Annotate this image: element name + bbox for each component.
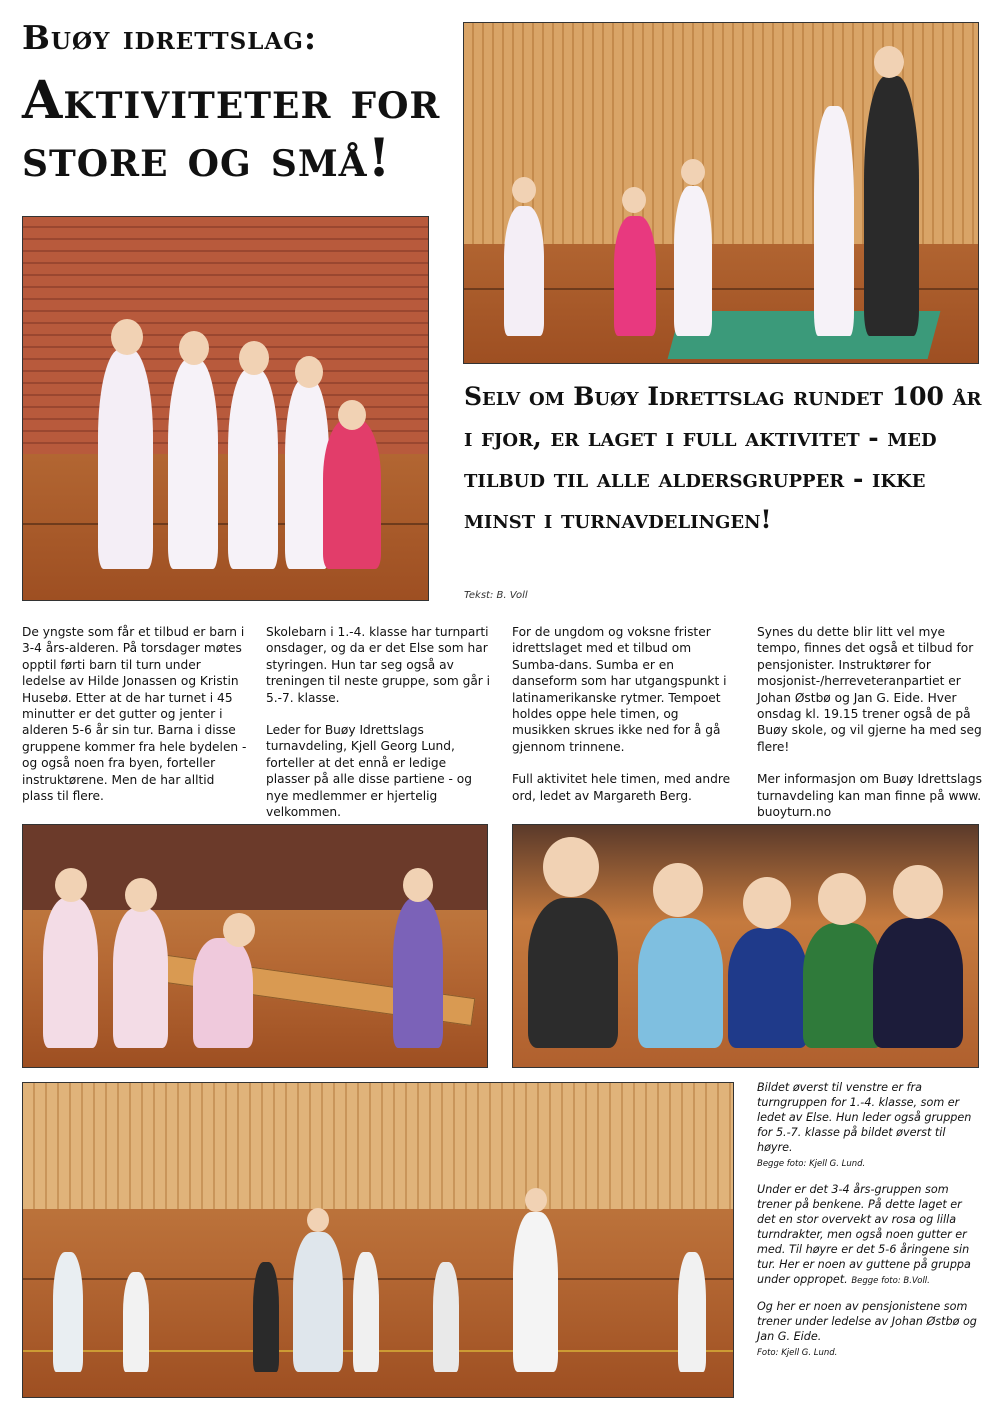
paragraph: Mer informasjon om Buøy Idrettslags turnavdeling kan man finne på www. buoyturn.no <box>757 772 982 820</box>
caption-2 <box>757 1182 982 1289</box>
photo-credit: Begge foto: B.Voll. <box>851 1276 930 1286</box>
paragraph: De yngste som får et tilbud er barn i 3-4 års-alderen. På torsdager møtes opptil førti barn til turn under ledelse av Hilde Jonassen og Kristin Husebø. Etter at de har turnet i 45 minutter er det gutter og jenter i alderen 5-6 år sin tur. Barna i disse gruppene kommer fra hele bydelen - og også noen fra byen, forteller instruktørene. Men de har alltid plass til flere. <box>22 625 247 804</box>
text-column-2 <box>266 624 491 836</box>
lead-paragraph: Selv om Buøy Idrettslag rundet 100 år i fjor, er laget i full aktivitet - med tilbud til alle aldersgrupper - ikke minst i turnavdelingen! <box>464 382 982 534</box>
photo-boys-sitting <box>512 824 979 1068</box>
caption-text: Under er det 3-4 års-gruppen som trener på benkene. På dette laget er det en stor overvekt av rosa og lilla turndrakter, men også noen gutter er med. Til høyre er det 5-6 åringene sin tur. Her er noen av guttene på gruppa under oppropet. <box>757 1183 971 1286</box>
photo-captions <box>757 1080 982 1371</box>
photo-credit: Begge foto: Kjell G. Lund. <box>757 1159 866 1169</box>
byline: Tekst: B. Voll <box>464 590 528 601</box>
photo-credit: Foto: Kjell G. Lund. <box>757 1348 838 1358</box>
text-column-4 <box>757 624 982 836</box>
article-kicker: Buøy idrettslag: <box>22 18 318 57</box>
paragraph: For de ungdom og voksne frister idrettslaget med et tilbud om Sumba-dans. Sumba er en danseform som har utgangspunkt i latinamerikanske rytmer. Tempoet holdes oppe hele timen, og musikken skrues ikke ned for å gå gjennom trinnene. <box>512 625 727 754</box>
text-column-3 <box>512 624 737 820</box>
photo-girls-arms-raised <box>22 216 429 601</box>
caption-1 <box>757 1080 982 1172</box>
paragraph: Skolebarn i 1.-4. klasse har turnparti onsdager, og da er det Else som har styringen. Hun tar seg også av treningen til neste gruppe, som går i 5.-7. klasse. <box>266 625 491 705</box>
photo-handstand-group <box>463 22 979 364</box>
paragraph: Leder for Buøy Idrettslags turnavdeling, Kjell Georg Lund, forteller at det ennå er ledige plasser på alle disse partiene - og nye medlemmer er hjertelig velkommen. <box>266 723 472 820</box>
caption-3 <box>757 1299 982 1361</box>
caption-text: Bildet øverst til venstre er fra turngruppen for 1.-4. klasse, som er ledet av Else. Hun leder også gruppen for 5.-7. klasse på bildet øverst til høyre. <box>757 1081 972 1154</box>
paragraph: Synes du dette blir litt vel mye tempo, finnes det også et tilbud for pensjonister. Instruktører for mosjonist-/herreveteranpartiet er Johan Østbø og Jan G. Eide. Hver onsdag kl. 19.15 trener også de på Buøy skole, og vil gjerne ha med seg flere! <box>757 625 982 754</box>
text-column-1 <box>22 624 247 820</box>
photo-toddlers-on-bench <box>22 824 488 1068</box>
photo-pensioners-training <box>22 1082 734 1398</box>
article-headline: Aktiviteter for store og små! <box>22 70 441 189</box>
paragraph: Full aktivitet hele timen, med andre ord, ledet av Margareth Berg. <box>512 772 731 803</box>
caption-text: Og her er noen av pensjonistene som trener under ledelse av Johan Østbø og Jan G. Eide. <box>757 1300 977 1343</box>
